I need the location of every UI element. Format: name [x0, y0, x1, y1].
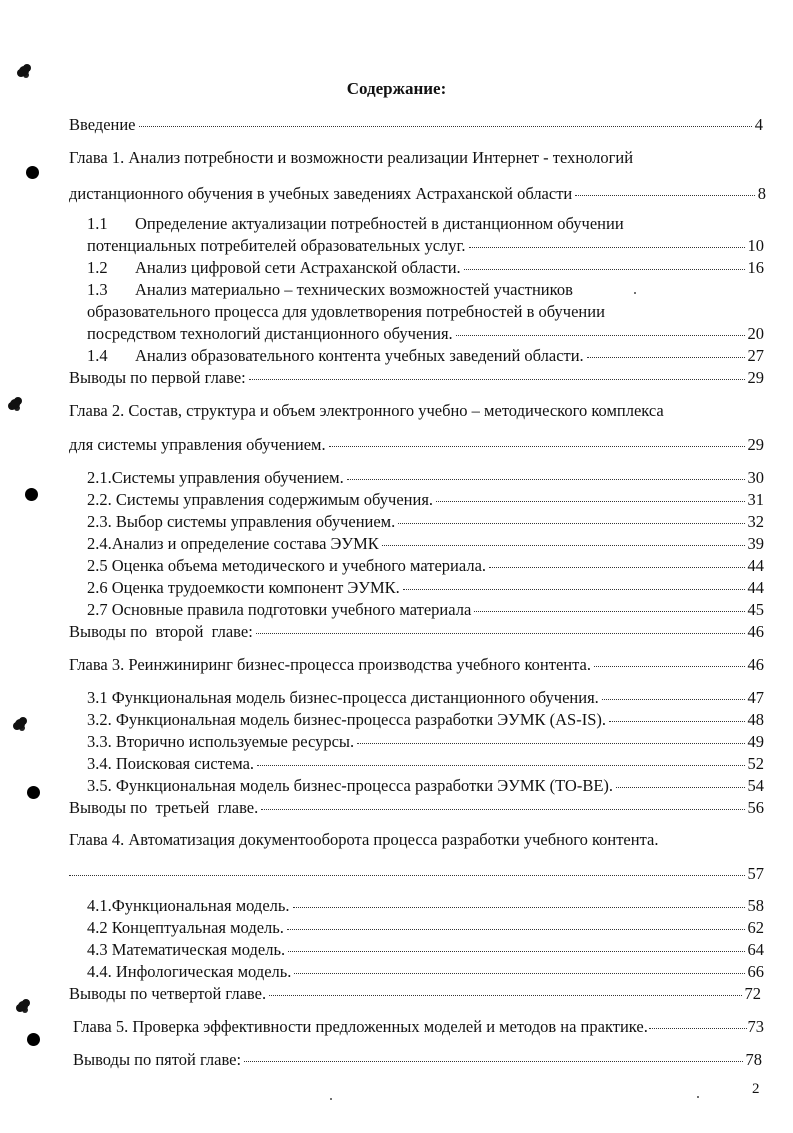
- entry-page: 64: [747, 940, 764, 959]
- toc-entry-section-2-6[interactable]: [87, 578, 764, 597]
- entry-text: Глава 3. Реинжиниринг бизнес-процесса производства учебного контента.: [69, 655, 591, 674]
- dot-leader: [489, 567, 744, 568]
- entry-text: 3.2. Функциональная модель бизнес-процесса разработки ЭУМК (AS-IS).: [87, 710, 607, 729]
- dot-leader: [69, 875, 745, 876]
- entry-page: 66: [747, 962, 764, 981]
- entry-page: 45: [747, 600, 764, 619]
- dot-leader: [287, 929, 745, 930]
- dust-speck: [330, 1098, 332, 1100]
- entry-page: 44: [747, 578, 764, 597]
- entry-page: 29: [747, 435, 764, 454]
- toc-entry-conclusions-3[interactable]: [69, 798, 764, 817]
- entry-text: Анализ цифровой сети Астраханской области.: [135, 258, 461, 277]
- toc-entry-section-1-1[interactable]: [87, 214, 764, 233]
- entry-page: 57: [747, 864, 764, 883]
- entry-page: 56: [747, 798, 764, 817]
- toc-entry-chapter-3[interactable]: [69, 655, 764, 674]
- entry-page: 30: [747, 468, 764, 487]
- dot-leader: [575, 195, 755, 196]
- entry-page: 52: [747, 754, 764, 773]
- toc-entry-section-1-3-line-3[interactable]: [87, 324, 764, 343]
- entry-text: Глава 5. Проверка эффективности предложенных моделей и методов на практике.: [73, 1017, 648, 1036]
- entry-text: Глава 1. Анализ потребности и возможности реализации Интернет - технологий: [69, 148, 634, 167]
- entry-page: 46: [747, 655, 764, 674]
- entry-text: 4.4. Инфологическая модель.: [87, 962, 292, 981]
- toc-entry-section-1-3-line-2[interactable]: [87, 302, 764, 321]
- dot-leader: [347, 479, 745, 480]
- toc-entry-section-2-5[interactable]: [87, 556, 764, 575]
- entry-text: Анализ материально – технических возможностей участников: [135, 280, 573, 299]
- dot-leader: [288, 951, 744, 952]
- toc-entry-section-4-4[interactable]: [87, 962, 764, 981]
- dot-leader: [474, 611, 744, 612]
- toc-entry-section-3-4[interactable]: [87, 754, 764, 773]
- toc-entry-section-3-1[interactable]: [87, 688, 764, 707]
- entry-text-continued: посредством технологий дистанционного обучения.: [87, 324, 453, 343]
- entry-text: 2.4.Анализ и определение состава ЭУМК: [87, 534, 379, 553]
- dot-leader: [436, 501, 744, 502]
- entry-page: 46: [747, 622, 764, 641]
- punch-hole: [27, 1033, 40, 1046]
- entry-text: 3.1 Функциональная модель бизнес-процесса дистанционного обучения.: [87, 688, 599, 707]
- toc-entry-section-2-2[interactable]: [87, 490, 764, 509]
- dot-leader: [261, 809, 744, 810]
- dot-leader: [616, 787, 744, 788]
- toc-entry-conclusions-5[interactable]: [73, 1050, 762, 1069]
- entry-page: 73: [747, 1017, 764, 1036]
- entry-page: 49: [747, 732, 764, 751]
- ink-blot: [19, 66, 29, 76]
- ink-blot: [10, 399, 20, 409]
- dot-leader: [139, 126, 752, 127]
- entry-text: Выводы по первой главе:: [69, 368, 246, 387]
- toc-entry-conclusions-1[interactable]: [69, 368, 764, 387]
- dot-leader: [649, 1028, 747, 1029]
- dot-leader: [257, 765, 744, 766]
- entry-text: Глава 4. Автоматизация документооборота процесса разработки учебного контента.: [69, 830, 659, 849]
- toc-entry-section-2-1[interactable]: [87, 468, 764, 487]
- dot-leader: [249, 379, 745, 380]
- entry-page: 48: [747, 710, 764, 729]
- dot-leader: [357, 743, 744, 744]
- entry-page: 20: [747, 324, 764, 343]
- toc-entry-section-2-7[interactable]: [87, 600, 764, 619]
- dot-leader: [602, 699, 745, 700]
- entry-page: 44: [747, 556, 764, 575]
- dot-leader: [587, 357, 745, 358]
- toc-entry-chapter-2-cont[interactable]: [69, 435, 764, 454]
- punch-hole: [27, 786, 40, 799]
- toc-entry-section-4-3[interactable]: [87, 940, 764, 959]
- entry-text: Выводы по второй главе:: [69, 622, 253, 641]
- dot-leader: [382, 545, 745, 546]
- entry-page: 27: [747, 346, 764, 365]
- dot-leader: [293, 907, 745, 908]
- toc-entry-section-3-5[interactable]: [87, 776, 764, 795]
- ink-blot: [15, 719, 25, 729]
- entry-text: 2.2. Системы управления содержимым обучения.: [87, 490, 434, 509]
- entry-text: 4.3 Математическая модель.: [87, 940, 286, 959]
- dot-leader: [464, 269, 745, 270]
- punch-hole: [25, 488, 38, 501]
- entry-text: 4.1.Функциональная модель.: [87, 896, 290, 915]
- entry-text: 3.3. Вторично используемые ресурсы.: [87, 732, 355, 751]
- entry-page: 47: [747, 688, 764, 707]
- entry-text-continued: дистанционного обучения в учебных заведениях Астраханской области: [69, 184, 573, 203]
- dot-leader: [294, 973, 744, 974]
- entry-text: Выводы по третьей главе.: [69, 798, 259, 817]
- toc-entry-section-1-4[interactable]: [87, 346, 764, 365]
- entry-text: 2.3. Выбор системы управления обучением.: [87, 512, 396, 531]
- toc-entry-chapter-4-cont[interactable]: [69, 864, 764, 883]
- dot-leader: [594, 666, 745, 667]
- toc-entry-chapter-5[interactable]: [73, 1017, 764, 1036]
- section-number: 1.1: [87, 214, 108, 233]
- toc-entry-section-1-3[interactable]: [87, 280, 764, 299]
- toc-entry-chapter-2[interactable]: [69, 401, 769, 420]
- entry-page: 8: [757, 184, 766, 203]
- entry-text: Введение: [69, 115, 136, 134]
- toc-entry-introduction[interactable]: [69, 115, 763, 134]
- dot-leader: [609, 721, 744, 722]
- toc-entry-section-2-4[interactable]: [87, 534, 764, 553]
- dot-leader: [329, 446, 745, 447]
- entry-text: Анализ образовательного контента учебных заведений области.: [135, 346, 584, 365]
- toc-entry-section-4-1[interactable]: [87, 896, 764, 915]
- entry-page: 32: [747, 512, 764, 531]
- entry-text-continued: для системы управления обучением.: [69, 435, 326, 454]
- dot-leader: [398, 523, 744, 524]
- entry-page: 10: [747, 236, 764, 255]
- ink-blot: [18, 1001, 28, 1011]
- entry-text: Определение актуализации потребностей в дистанционном обучении: [135, 214, 624, 233]
- entry-text: 3.4. Поисковая система.: [87, 754, 255, 773]
- entry-page: 78: [745, 1050, 762, 1069]
- entry-text: 2.6 Оценка трудоемкости компонент ЭУМК.: [87, 578, 400, 597]
- entry-page: 16: [747, 258, 764, 277]
- dot-leader: [469, 247, 745, 248]
- entry-page: 4: [754, 115, 763, 134]
- entry-page: 54: [747, 776, 764, 795]
- entry-page: 58: [747, 896, 764, 915]
- toc-entry-chapter-4[interactable]: [69, 830, 769, 849]
- entry-text-continued: потенциальных потребителей образовательных услуг.: [87, 236, 466, 255]
- page-title: Содержание:: [346, 79, 447, 98]
- entry-text: 3.5. Функциональная модель бизнес-процесса разработки ЭУМК (TO-BE).: [87, 776, 614, 795]
- toc-entry-section-3-3[interactable]: [87, 732, 764, 751]
- dot-leader: [456, 335, 745, 336]
- dot-leader: [256, 633, 745, 634]
- section-number: 1.4: [87, 346, 108, 365]
- toc-entry-section-1-2[interactable]: [87, 258, 764, 277]
- entry-page: 62: [747, 918, 764, 937]
- section-number: 1.2: [87, 258, 108, 277]
- entry-page: 72: [744, 984, 761, 1003]
- entry-text: 2.7 Основные правила подготовки учебного материала: [87, 600, 472, 619]
- entry-text: 4.2 Концептуальная модель.: [87, 918, 284, 937]
- punch-hole: [26, 166, 39, 179]
- dot-leader: [244, 1061, 742, 1062]
- entry-page: 29: [747, 368, 764, 387]
- dust-speck: [697, 1096, 699, 1098]
- toc-entry-conclusions-4[interactable]: [69, 984, 761, 1003]
- entry-page: 39: [747, 534, 764, 553]
- toc-entry-section-4-2[interactable]: [87, 918, 764, 937]
- entry-text: Выводы по четвертой главе.: [69, 984, 267, 1003]
- entry-text: 2.5 Оценка объема методического и учебного материала.: [87, 556, 487, 575]
- entry-page: 31: [747, 490, 764, 509]
- toc-entry-chapter-1[interactable]: [69, 148, 766, 203]
- section-number: 1.3: [87, 280, 108, 299]
- toc-entry-section-2-3[interactable]: [87, 512, 764, 531]
- entry-text: 2.1.Системы управления обучением.: [87, 468, 344, 487]
- toc-entry-section-1-1-cont[interactable]: [87, 236, 764, 255]
- entry-text: Глава 2. Состав, структура и объем электронного учебно – методического комплекса: [69, 401, 664, 420]
- toc-entry-section-3-2[interactable]: [87, 710, 764, 729]
- dot-leader: [269, 995, 741, 996]
- dot-leader: [403, 589, 745, 590]
- entry-text-continued: образовательного процесса для удовлетворения потребностей в обучении: [87, 302, 605, 321]
- page-number: 2: [752, 1081, 760, 1097]
- entry-text: Выводы по пятой главе:: [73, 1050, 242, 1069]
- toc-entry-conclusions-2[interactable]: [69, 622, 764, 641]
